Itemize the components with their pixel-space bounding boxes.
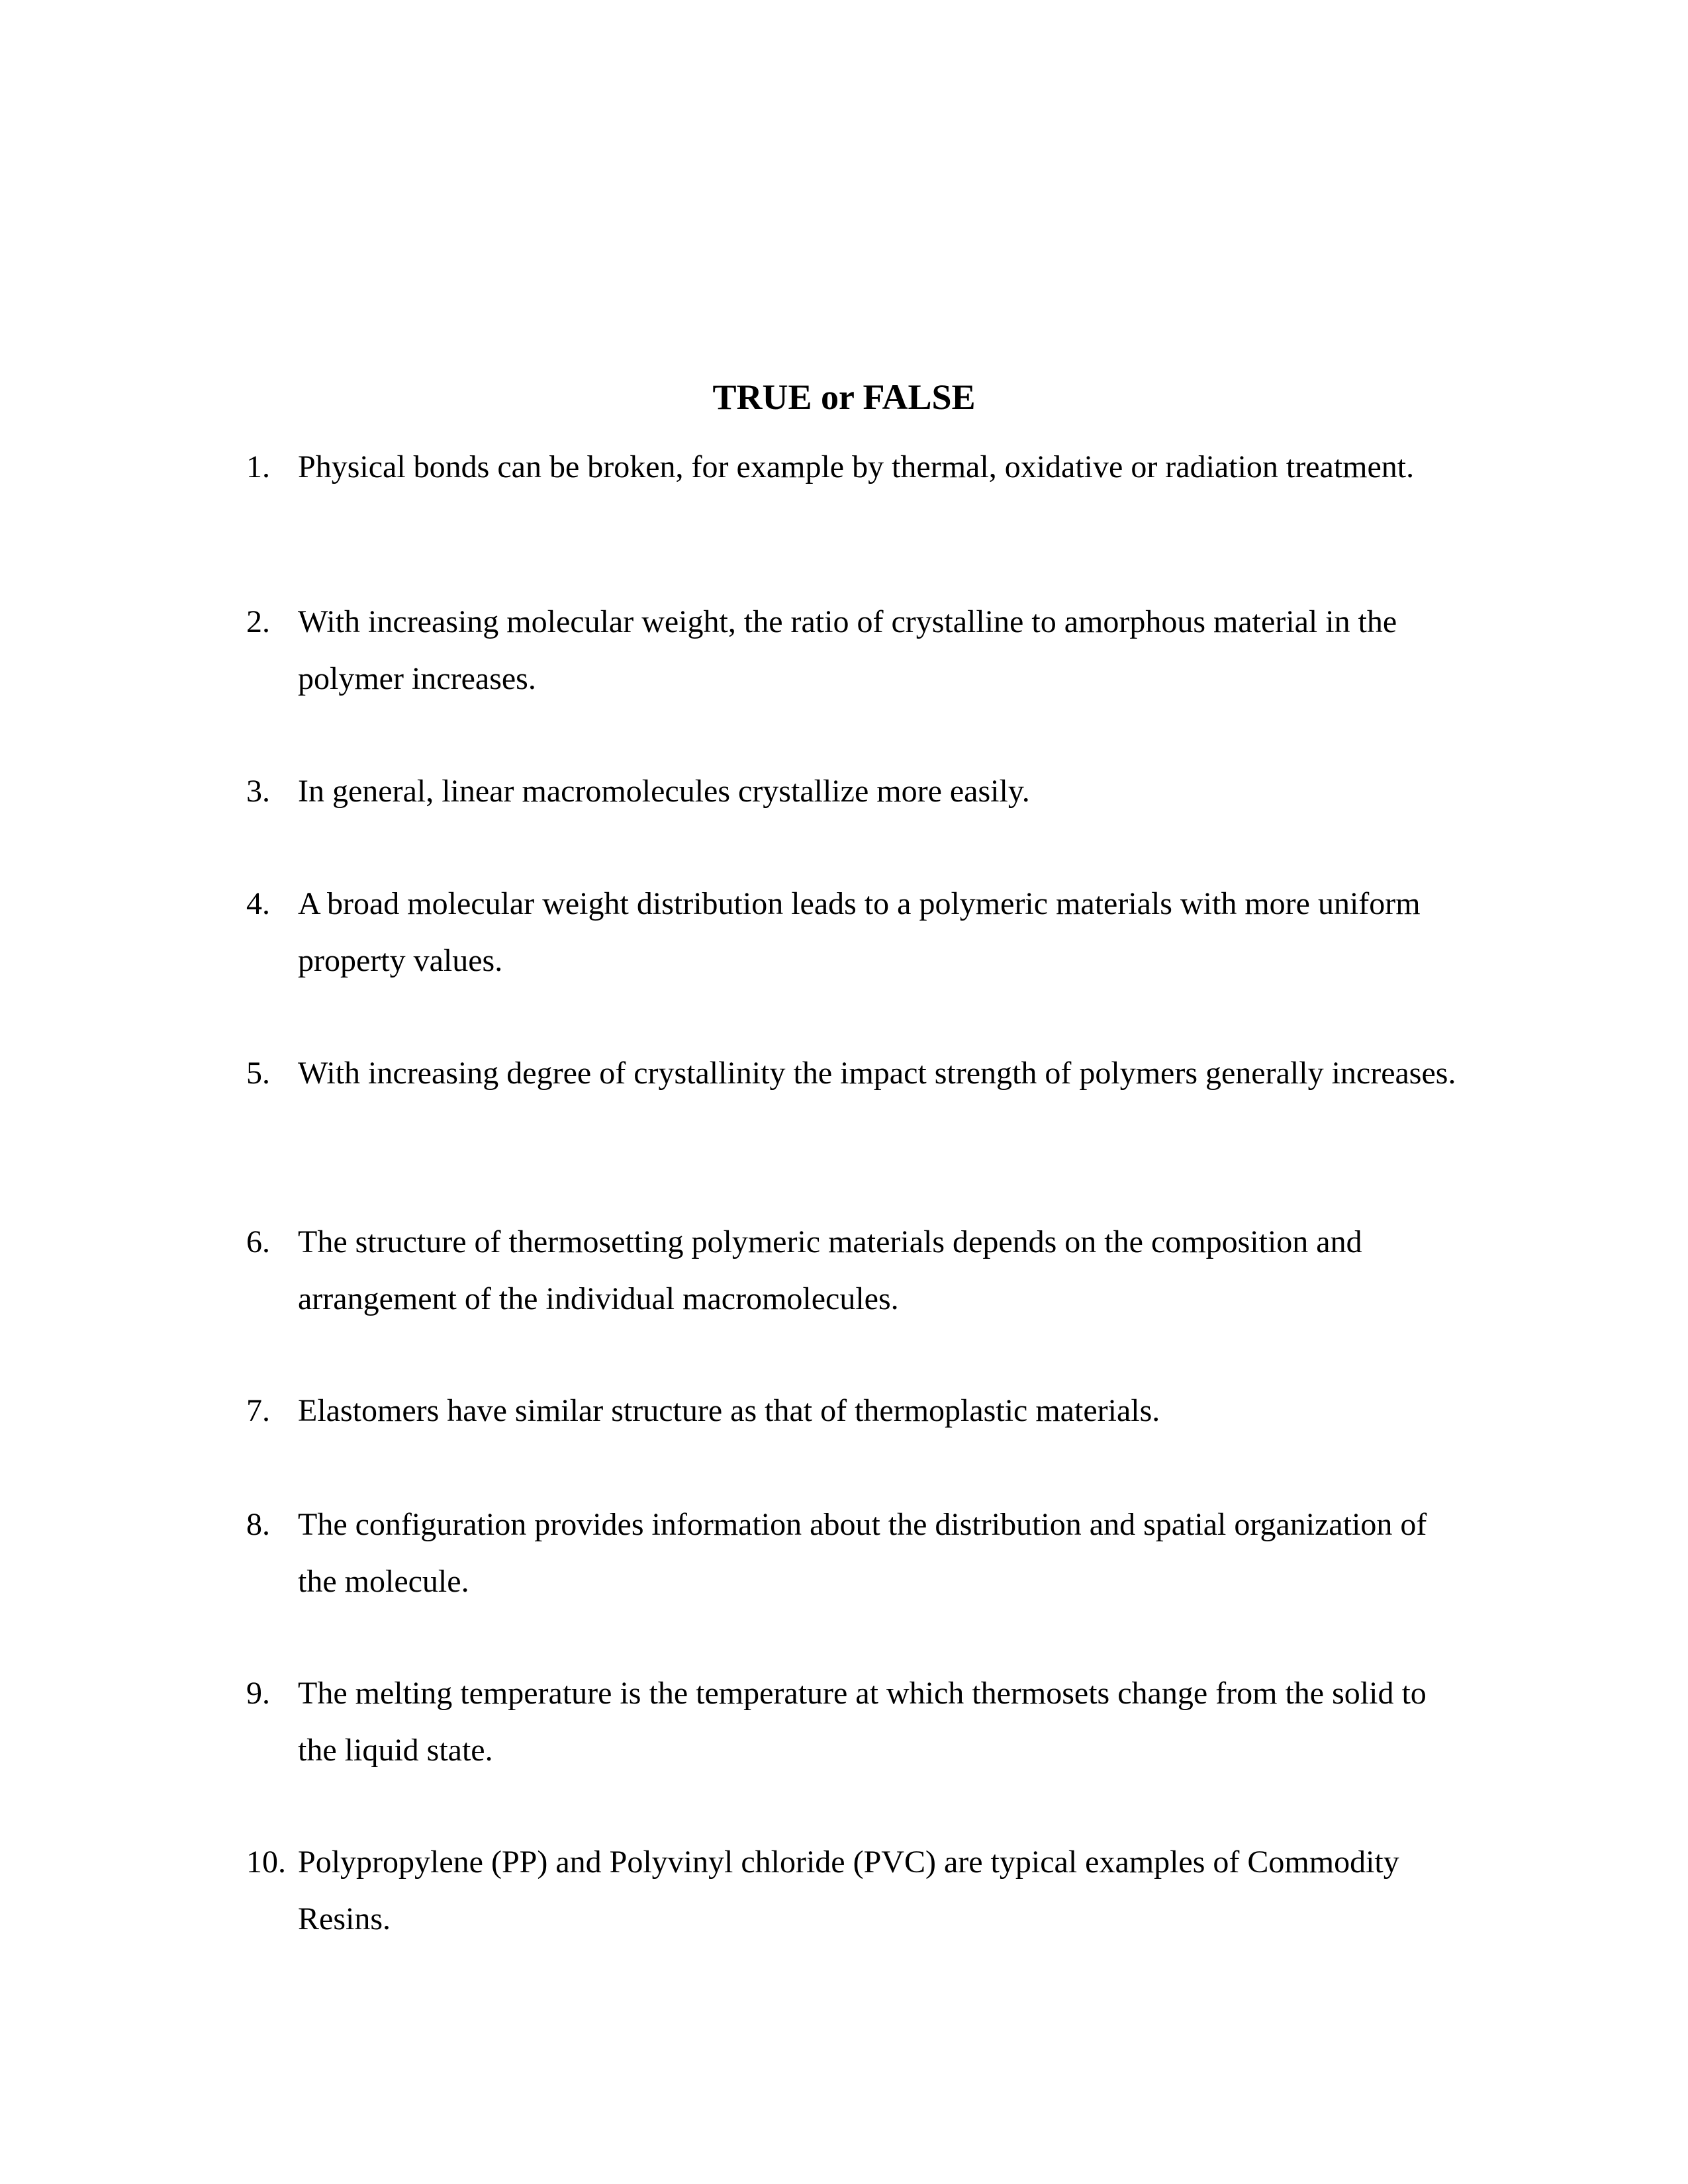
question-text: Physical bonds can be broken, for example by thermal, oxidative or radiation treatment. <box>298 449 1415 484</box>
question-number: 5. <box>246 1056 270 1091</box>
question-3 <box>246 763 1464 820</box>
question-text: In general, linear macromolecules crystallize more easily. <box>298 774 1030 809</box>
question-number: 7. <box>246 1393 270 1428</box>
question-text: Polypropylene (PP) and Polyvinyl chloride (PVC) are typical examples of Commodity Resins. <box>298 1844 1399 1936</box>
question-10 <box>246 1834 1464 1948</box>
question-number: 2. <box>246 604 270 639</box>
question-number: 6. <box>246 1224 270 1259</box>
question-4 <box>246 876 1464 989</box>
question-number: 1. <box>246 449 270 484</box>
question-6 <box>246 1214 1464 1328</box>
question-5 <box>246 1045 1464 1102</box>
question-text: With increasing molecular weight, the ratio of crystalline to amorphous material in the polymer increases. <box>298 604 1397 696</box>
question-number: 3. <box>246 774 270 809</box>
question-number: 10. <box>246 1844 286 1880</box>
question-2 <box>246 594 1464 707</box>
question-number: 8. <box>246 1507 270 1542</box>
question-7 <box>246 1383 1464 1439</box>
question-8 <box>246 1496 1464 1610</box>
question-9 <box>246 1665 1464 1779</box>
question-text: The melting temperature is the temperature at which thermosets change from the solid to the liquid state. <box>298 1676 1427 1768</box>
question-text: With increasing degree of crystallinity the impact strength of polymers generally increases. <box>298 1056 1456 1091</box>
page-title: TRUE or FALSE <box>712 377 976 417</box>
question-number: 9. <box>246 1676 270 1711</box>
question-1 <box>246 447 1464 487</box>
question-text: Elastomers have similar structure as that of thermoplastic materials. <box>298 1393 1160 1428</box>
question-number: 4. <box>246 886 270 921</box>
question-text: The structure of thermosetting polymeric materials depends on the composition and arrangement of the individual macromolecules. <box>298 1224 1362 1316</box>
question-text: The configuration provides information about the distribution and spatial organization of the molecule. <box>298 1507 1427 1599</box>
question-text: A broad molecular weight distribution leads to a polymeric materials with more uniform property values. <box>298 886 1421 978</box>
